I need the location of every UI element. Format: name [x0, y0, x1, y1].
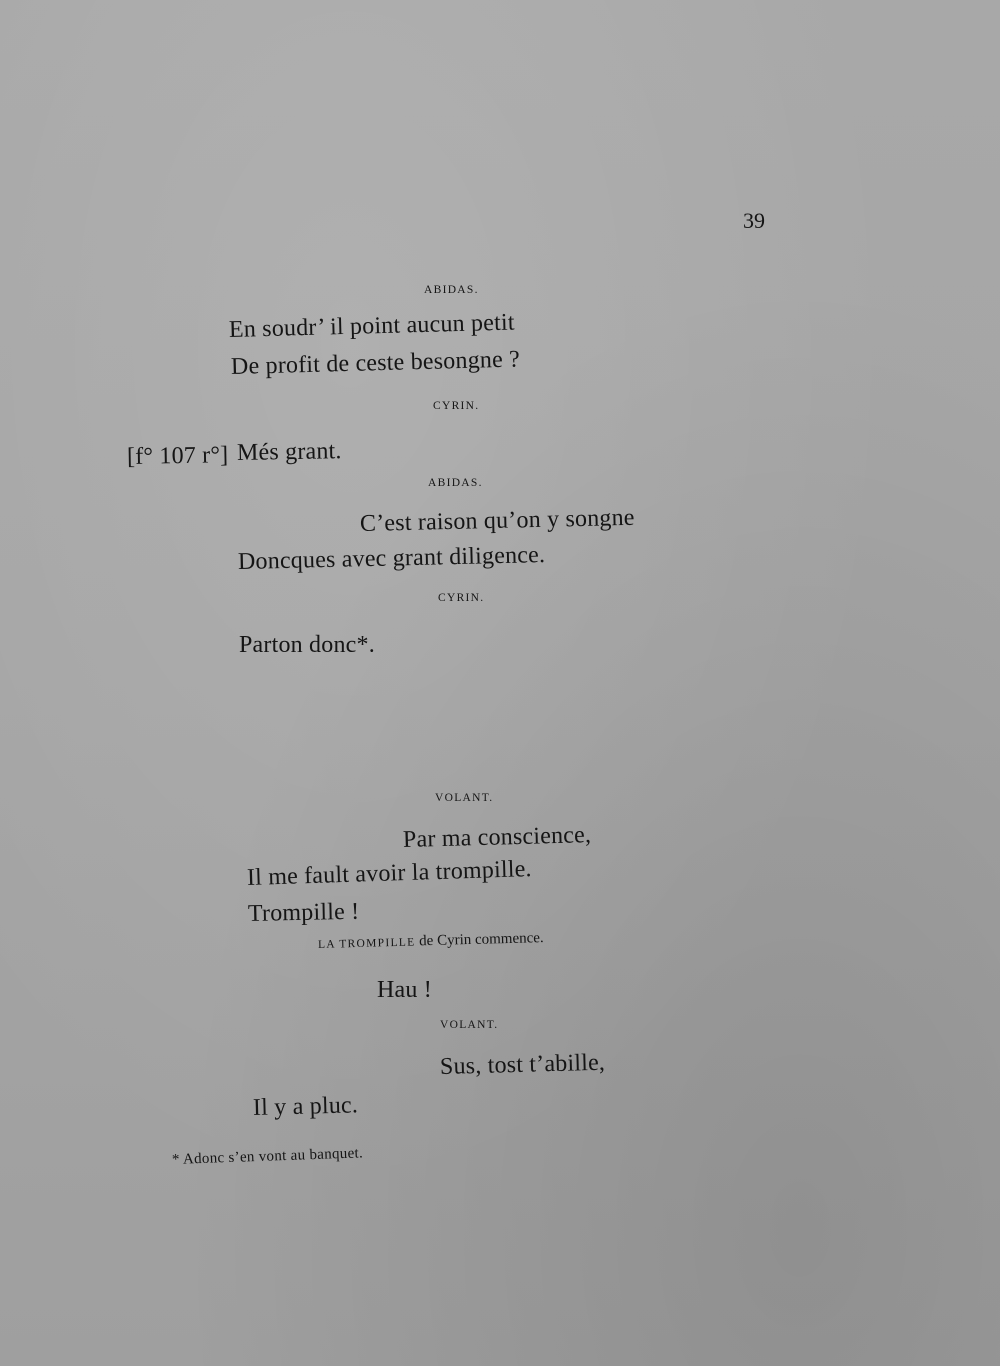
stage-direction — [318, 931, 544, 952]
verse-line: Sus, tost t’abille, — [439, 1049, 606, 1080]
verse-line: Il y a pluc. — [252, 1092, 359, 1121]
footnote: * Adonc s’en vont au banquet. — [171, 1145, 364, 1168]
stage-direction-text: de Cyrin commence. — [418, 930, 544, 950]
verse-line: Il me fault avoir la trompille. — [246, 856, 533, 891]
verse-line: Doncques avec grant diligence. — [237, 542, 546, 575]
verse-line: Hau ! — [377, 977, 432, 1003]
speaker-cyrin-1: CYRIN. — [433, 400, 480, 412]
speaker-volant-2: VOLANT. — [440, 1019, 499, 1031]
verse-line: En soudr’ il point aucun petit — [228, 309, 515, 343]
verse-line: C’est raison qu’on y songne — [359, 504, 635, 537]
folio-reference: [f° 107 r°] — [126, 442, 229, 470]
stage-direction-name: LA TROMPILLE — [317, 936, 416, 951]
speaker-volant-1: VOLANT. — [435, 792, 494, 804]
page-number: 39 — [743, 208, 765, 233]
speaker-abidas-1: ABIDAS. — [424, 284, 479, 296]
verse-line: Trompille ! — [247, 898, 360, 927]
verse-text: Parton donc — [239, 632, 357, 658]
verse-line — [239, 633, 375, 657]
verse-line: De profit de ceste besongne ? — [230, 346, 521, 380]
speaker-cyrin-2: CYRIN. — [438, 592, 485, 604]
verse-line: Par ma conscience, — [402, 822, 592, 853]
speaker-abidas-2: ABIDAS. — [428, 477, 483, 489]
verse-line: Més grant. — [236, 438, 342, 466]
footnote-marker: *. — [356, 632, 375, 658]
